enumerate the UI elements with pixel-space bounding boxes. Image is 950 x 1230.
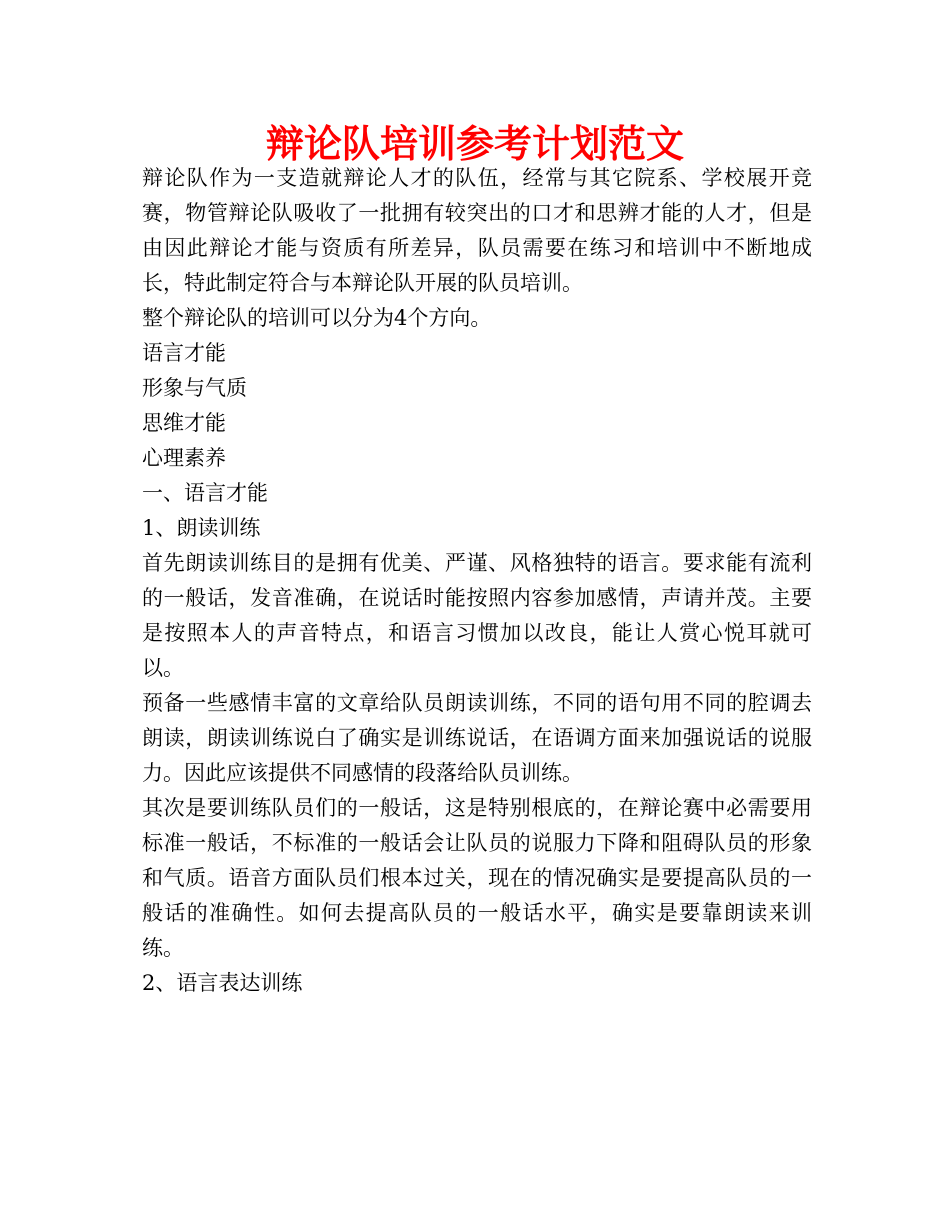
document-body	[142, 161, 812, 1001]
document-title: 辩论队培训参考计划范文	[265, 121, 684, 166]
list-item-thinking: 思维才能	[142, 411, 226, 435]
paragraph-reading-goal: 首先朗读训练目的是拥有优美、严谨、风格独特的语言。要求能有流利的一般话，发音准确，在说话时能按照内容参加感情，声请并茂。主要是按照本人的声音特点，和语言习惯加以改良，能让人赏心悦耳就可以。	[142, 551, 812, 680]
section-heading-language: 一、语言才能	[142, 481, 268, 505]
paragraph-mandarin: 其次是要训练队员们的一般话，这是特别根底的，在辩论赛中必需要用标准一般话，不标准的一般话会让队员的说服力下降和阻碍队员的形象和气质。语音方面队员们根本过关，现在的情况确实是要提高队员的一般话的准确性。如何去提高队员的一般话水平，确实是要靠朗读来训练。	[142, 796, 812, 960]
list-item-psychology: 心理素养	[142, 446, 226, 470]
paragraph-intro: 辩论队作为一支造就辩论人才的队伍，经常与其它院系、学校展开竞赛，物管辩论队吸收了一批拥有较突出的口才和思辨才能的人才，但是由因此辩论才能与资质有所差异，队员需要在练习和培训中不断地成长，特此制定符合与本辩论队开展的队员培训。	[142, 166, 812, 295]
paragraph-reading-material: 预备一些感情丰富的文章给队员朗读训练，不同的语句用不同的腔调去朗读，朗读训练说白了确实是训练说话，在语调方面来加强说话的说服力。因此应该提供不同感情的段落给队员训练。	[142, 691, 812, 785]
list-item-image: 形象与气质	[142, 376, 247, 400]
paragraph-directions: 整个辩论队的培训可以分为4个方向。	[142, 306, 492, 330]
list-item-language: 语言才能	[142, 341, 226, 365]
subheading-reading: 1、朗读训练	[142, 516, 261, 540]
subheading-expression: 2、语言表达训练	[142, 971, 303, 995]
